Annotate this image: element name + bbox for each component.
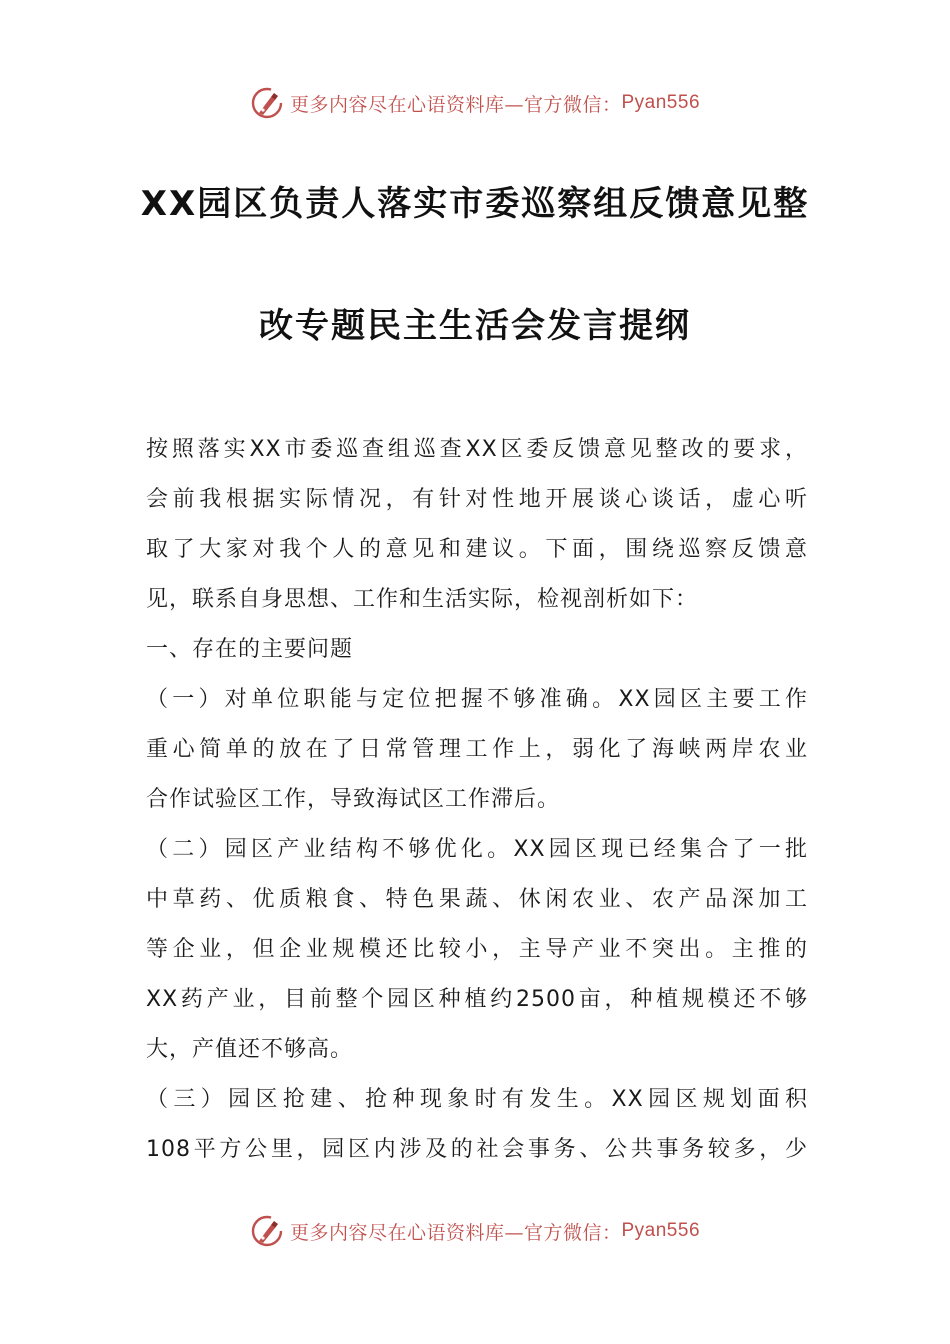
body-line: XX药产业，目前整个园区种植约2500亩，种植规模还不够 (146, 987, 808, 1012)
watermark-text: 更多内容尽在心语资料库—官方微信： (289, 1221, 622, 1244)
body-line: 重心简单的放在了日常管理工作上，弱化了海峡两岸农业 (146, 737, 808, 762)
document-title-line-2: 改专题民主生活会发言提纲 (259, 306, 691, 346)
body-line: 取了大家对我个人的意见和建议。下面，围绕巡察反馈意 (146, 537, 808, 562)
body-line: 按照落实XX市委巡查组巡查XX区委反馈意见整改的要求， (146, 437, 808, 462)
document-title-line-1: XX园区负责人落实市委巡察组反馈意见整 (140, 184, 810, 224)
body-line: 会前我根据实际情况，有针对性地开展谈心谈话，虚心听 (146, 487, 808, 512)
watermark-text: 更多内容尽在心语资料库—官方微信： (289, 93, 622, 116)
body-line: 中草药、优质粮食、特色果蔬、休闲农业、农产品深加工 (146, 887, 808, 912)
body-line: （三）园区抢建、抢种现象时有发生。XX园区规划面积 (146, 1087, 808, 1112)
watermark-handle: Pyan556 (621, 92, 701, 113)
pen-nib-logo-icon (250, 1214, 284, 1248)
body-line: 等企业，但企业规模还比较小，主导产业不突出。主推的 (146, 937, 808, 962)
document-body (146, 425, 808, 1175)
body-line: （一）对单位职能与定位把握不够准确。XX园区主要工作 (146, 687, 808, 712)
body-line: 108平方公里，园区内涉及的社会事务、公共事务较多，少 (146, 1137, 808, 1162)
body-line: 见，联系自身思想、工作和生活实际，检视剖析如下： (146, 587, 699, 612)
watermark-header (0, 83, 950, 123)
body-line: 大，产值还不够高。 (146, 1037, 354, 1062)
pen-nib-logo-icon (250, 86, 284, 120)
body-line: （二）园区产业结构不够优化。XX园区现已经集合了一批 (146, 837, 808, 862)
watermark-handle: Pyan556 (621, 1220, 701, 1241)
section-heading: 一、存在的主要问题 (146, 637, 354, 662)
watermark-footer (0, 1211, 950, 1251)
body-line: 合作试验区工作，导致海试区工作滞后。 (146, 787, 561, 812)
